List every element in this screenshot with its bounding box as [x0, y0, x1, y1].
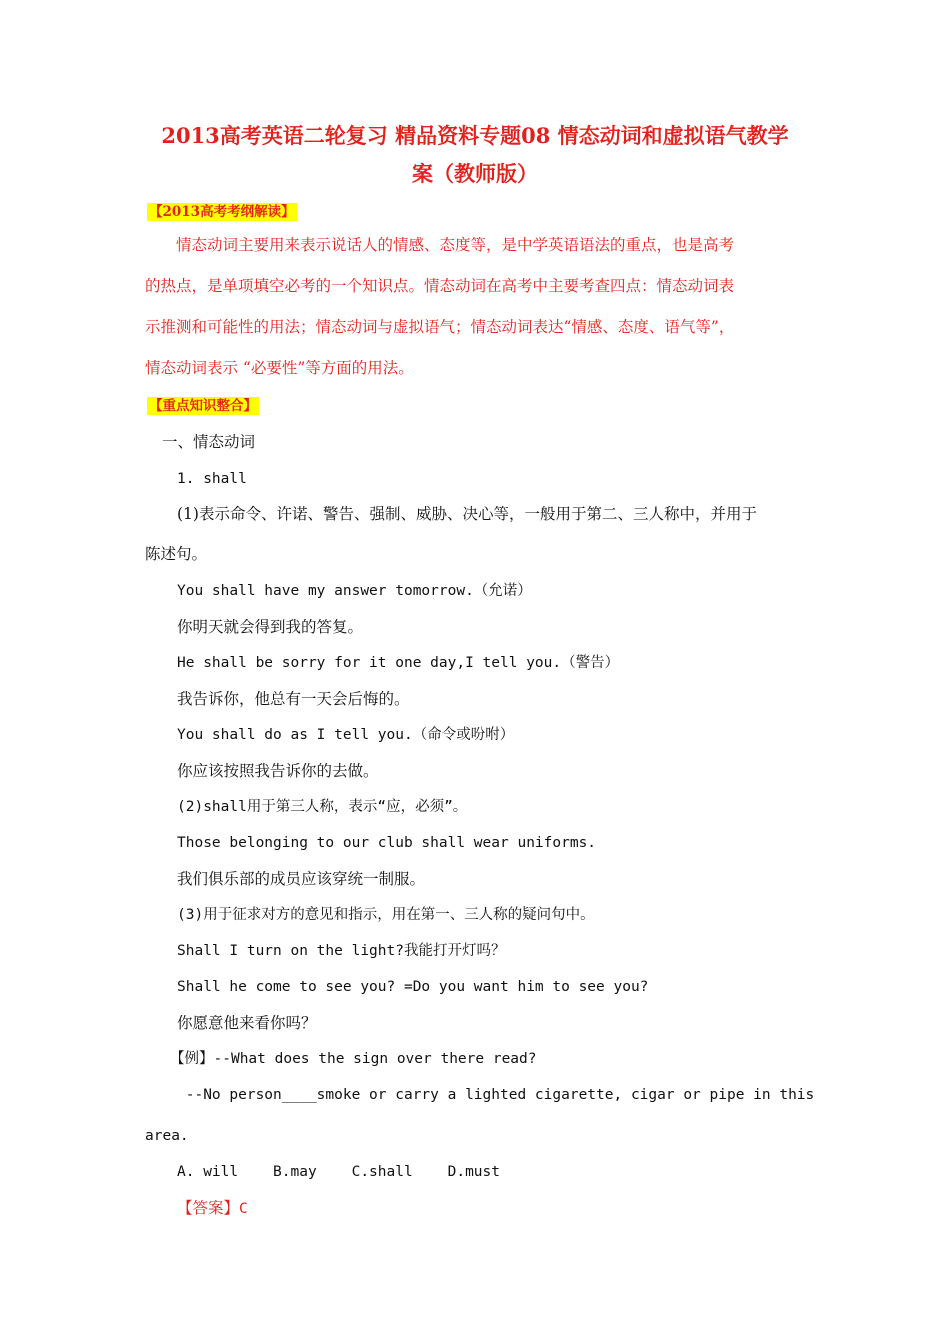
example-line: 你明天就会得到我的答复。	[177, 618, 364, 636]
usage-1-line-1: (1)表示命令、许诺、警告、强制、威胁、决心等，一般用于第二、三人称中，并用于	[177, 505, 757, 523]
example-line: He shall be sorry for it one day,I tell you.（警告）	[177, 655, 620, 671]
section-tag-key: 【重点知识整合】	[149, 398, 257, 414]
example-line: 我们俱乐部的成员应该穿统一制服。	[177, 870, 426, 888]
example-line: Shall he come to see you? =Do you want him to see you?	[177, 979, 649, 995]
answer-line	[177, 1198, 248, 1219]
example-question-prompt: 【例】--What does the sign over there read?	[170, 1051, 537, 1067]
usage-2-line: (2)shall用于第三人称，表示“应，必须”。	[177, 799, 468, 815]
outline-line-3: 示推测和可能性的用法；情态动词与虚拟语气；情态动词表达“情感、态度、语气等”，	[145, 318, 735, 336]
answer-label: 【答案】	[177, 1199, 240, 1217]
example-line: You shall do as I tell you.（命令或吩咐）	[177, 727, 515, 743]
title-line-1: 2013高考英语二轮复习 精品资料专题08 情态动词和虚拟语气教学	[161, 123, 789, 148]
section-tag-outline: 【2013高考考纲解读】	[149, 204, 295, 220]
outline-paragraph	[145, 225, 810, 389]
question-line-2: area.	[145, 1128, 189, 1144]
answer-value: C	[239, 1201, 248, 1217]
example-line: 你愿意他来看你吗？	[177, 1014, 317, 1032]
usage-1-line-2: 陈述句。	[145, 545, 208, 563]
item-heading: 1. shall	[177, 471, 247, 487]
example-line: Shall I turn on the light?我能打开灯吗？	[177, 943, 506, 959]
usage-3-line: (3)用于征求对方的意见和指示，用在第一、三人称的疑问句中。	[177, 907, 595, 923]
outline-line-4: 情态动词表示 “必要性”等方面的用法。	[145, 359, 414, 377]
example-line: 你应该按照我告诉你的去做。	[177, 762, 379, 780]
title-line-2: 案（教师版）	[412, 161, 538, 186]
outline-line-2: 的热点，是单项填空必考的一个知识点。情态动词在高考中主要考查四点：情态动词表	[145, 277, 735, 295]
question-line-1: --No person____smoke or carry a lighted cigarette, cigar or pipe in this	[177, 1087, 815, 1103]
example-line: You shall have my answer tomorrow.（允诺）	[177, 583, 532, 599]
example-line: 我告诉你，他总有一天会后悔的。	[177, 690, 410, 708]
example-line: Those belonging to our club shall wear uniforms.	[177, 835, 597, 851]
outline-line-1: 情态动词主要用来表示说话人的情感、态度等，是中学英语语法的重点，也是高考	[176, 236, 735, 254]
document-title	[120, 117, 830, 193]
section-heading: 一、情态动词	[162, 433, 256, 451]
question-options: A. will B.may C.shall D.must	[177, 1164, 501, 1180]
